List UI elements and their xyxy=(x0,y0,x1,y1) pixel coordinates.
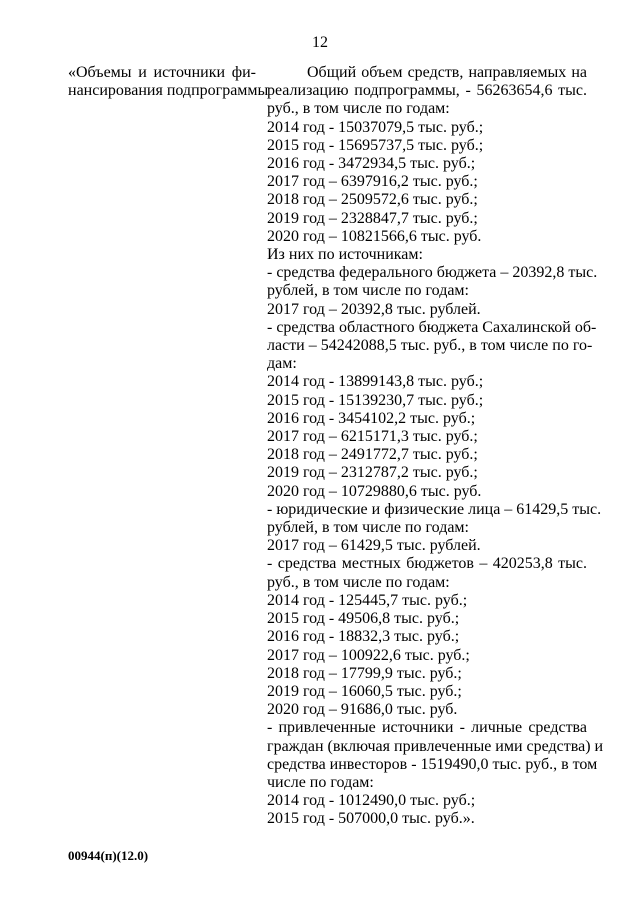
text-line: - средства областного бюджета Сахалинской об- xyxy=(267,318,597,336)
text-line: 2017 год – 61429,5 тыс. рублей. xyxy=(267,537,481,555)
document-code: 00944(п)(12.0) xyxy=(68,848,149,863)
text-line: 2017 год – 100922,6 тыс. руб.; xyxy=(267,646,470,664)
text-line: 2014 год - 125445,7 тыс. руб.; xyxy=(267,591,468,609)
text-line: 2016 год - 3454102,2 тыс. руб.; xyxy=(267,409,476,427)
text-line: реализацию подпрограммы, - 56263654,6 тыс. xyxy=(267,82,587,100)
funding-description xyxy=(267,64,604,829)
text-line: рублей, в том числе по годам: xyxy=(267,519,469,537)
text-line: числе по годам: xyxy=(267,773,374,791)
text-line: ласти – 54242088,5 тыс. руб., в том числе по го- xyxy=(267,337,593,355)
text-line: граждан (включая привлеченные ими средства) и xyxy=(267,737,604,755)
section-label-line: нансирования подпрограммы xyxy=(68,82,269,100)
text-line: 2019 год – 2312787,2 тыс. руб.; xyxy=(267,464,478,482)
text-line: 2018 год – 17799,9 тыс. руб.; xyxy=(267,664,462,682)
text-line: руб., в том числе по годам: xyxy=(267,573,450,591)
text-line: средства инвесторов - 1519490,0 тыс. руб., в том xyxy=(267,755,598,773)
text-line: 2019 год – 2328847,7 тыс. руб.; xyxy=(267,209,478,227)
text-line: 2016 год - 18832,3 тыс. руб.; xyxy=(267,628,460,646)
text-line: 2016 год - 3472934,5 тыс. руб.; xyxy=(267,155,476,173)
text-line: рублей, в том числе по годам: xyxy=(267,282,469,300)
text-line: 2020 год – 10821566,6 тыс. руб. xyxy=(267,227,482,245)
section-label xyxy=(68,64,269,100)
page-number: 12 xyxy=(312,34,328,51)
text-line: 2015 год - 15139230,7 тыс. руб.; xyxy=(267,391,484,409)
text-line: руб., в том числе по годам: xyxy=(267,100,450,118)
text-line: 2017 год – 6215171,3 тыс. руб.; xyxy=(267,428,478,446)
text-line: Из них по источникам: xyxy=(267,246,423,264)
text-line: - средства федерального бюджета – 20392,8 тыс. xyxy=(267,264,598,282)
text-line: 2015 год - 507000,0 тыс. руб.». xyxy=(267,810,475,828)
text-line: - юридические и физические лица – 61429,5 тыс. xyxy=(267,500,602,518)
text-line: 2020 год – 10729880,6 тыс. руб. xyxy=(267,482,482,500)
text-line: Общий объем средств, направляемых на xyxy=(307,64,587,81)
text-line: 2017 год – 20392,8 тыс. рублей. xyxy=(267,300,481,318)
text-line: 2015 год - 15695737,5 тыс. руб.; xyxy=(267,136,484,154)
text-line: 2014 год - 15037079,5 тыс. руб.; xyxy=(267,118,484,136)
text-line: 2018 год – 2509572,6 тыс. руб.; xyxy=(267,191,478,209)
text-line: дам: xyxy=(267,355,297,373)
text-line: 2020 год – 91686,0 тыс. руб. xyxy=(267,701,458,719)
text-line: 2014 год - 1012490,0 тыс. руб.; xyxy=(267,792,476,810)
text-line: 2014 год - 13899143,8 тыс. руб.; xyxy=(267,373,484,391)
section-label-line: «Объемы и источники фи- xyxy=(68,64,256,81)
text-line: 2018 год – 2491772,7 тыс. руб.; xyxy=(267,446,478,464)
text-line: 2015 год - 49506,8 тыс. руб.; xyxy=(267,610,460,628)
text-line: 2019 год – 16060,5 тыс. руб.; xyxy=(267,682,462,700)
text-line: - средства местных бюджетов – 420253,8 тыс. xyxy=(267,555,587,573)
text-line: - привлеченные источники - личные средства xyxy=(267,719,587,737)
text-line: 2017 год – 6397916,2 тыс. руб.; xyxy=(267,173,478,191)
